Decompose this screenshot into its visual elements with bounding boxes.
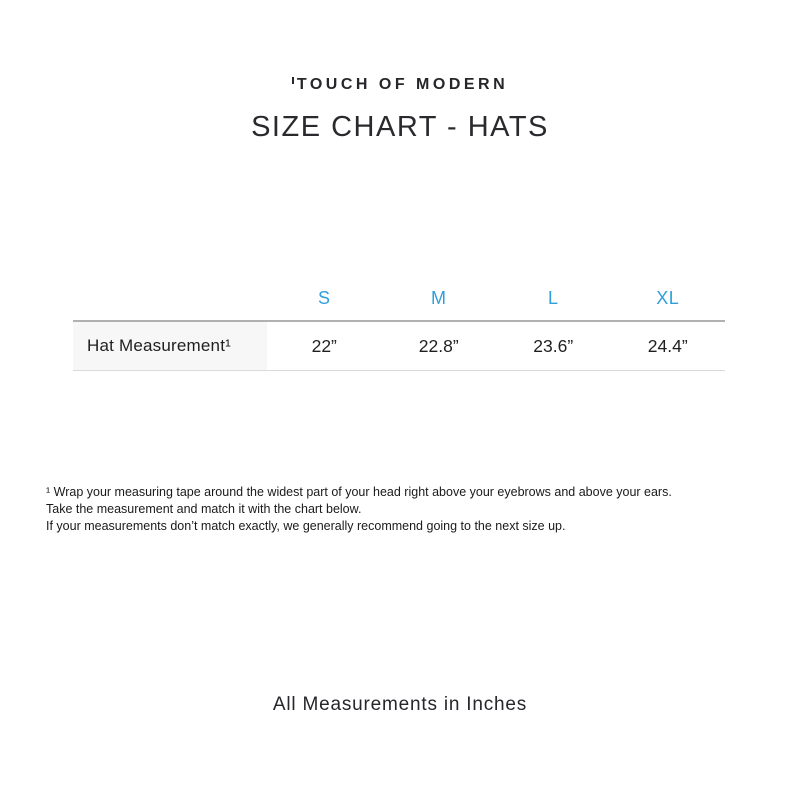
- column-header-l: L: [547, 287, 559, 308]
- brand-logo-text: TOUCH OF MODERN: [296, 76, 509, 93]
- row-label-hat-measurement: Hat Measurement¹: [73, 320, 267, 371]
- units-note: All Measurements in Inches: [272, 694, 528, 715]
- value-m: 22.8”: [382, 320, 497, 371]
- table-corner-cell: [73, 276, 267, 320]
- logo-tick-icon: [292, 77, 294, 84]
- value-l: 23.6”: [496, 320, 611, 371]
- value-xl: 24.4”: [611, 320, 726, 371]
- hat-size-table: [73, 276, 725, 371]
- value-s: 22”: [267, 320, 382, 371]
- column-header-s: S: [317, 287, 331, 308]
- footnote-line-2: Take the measurement and match it with the chart below.: [46, 502, 362, 516]
- column-header-xl: XL: [656, 287, 680, 308]
- page-title: SIZE CHART - HATS: [251, 111, 549, 143]
- footnote-line-1: ¹ Wrap your measuring tape around the widest part of your head right above your eyebrows and above your ears.: [46, 485, 672, 499]
- column-header-m: M: [431, 287, 447, 308]
- brand-logo: [0, 76, 800, 94]
- measurement-footnote: [46, 484, 672, 535]
- footnote-line-3: If your measurements don’t match exactly, we generally recommend going to the next size up.: [46, 519, 566, 533]
